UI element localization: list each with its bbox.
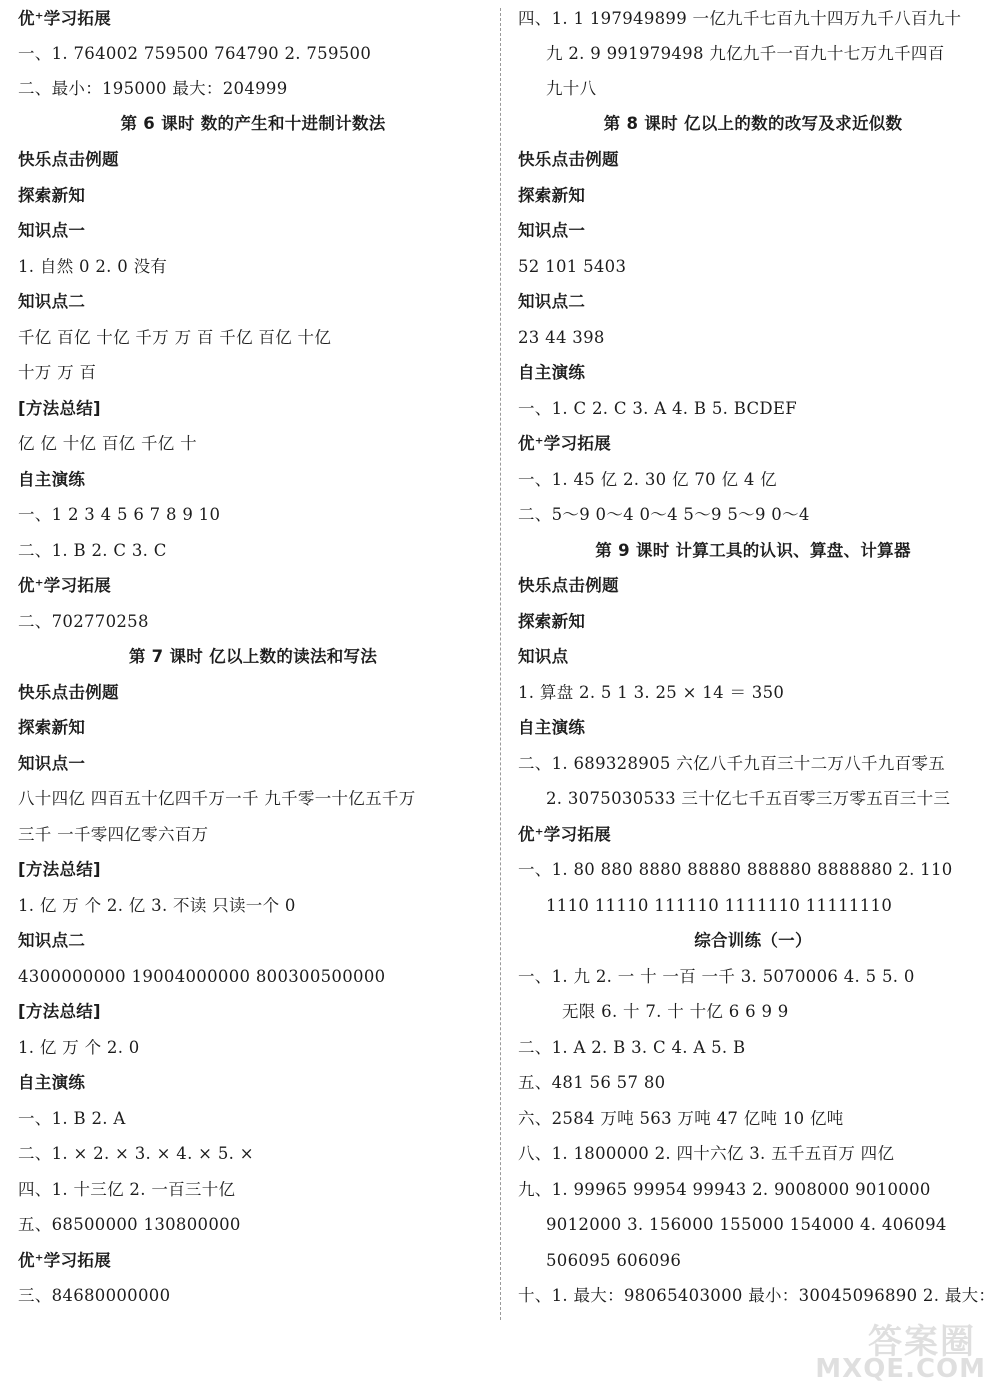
lesson-title: 综合训练（一） xyxy=(694,931,812,950)
section-heading: 知识点一 xyxy=(18,221,86,240)
answer-line: 五、481 56 57 80 xyxy=(518,1073,666,1092)
answer-line: 二、1. 689328905 六亿八千九百三十二万八千九百零五 xyxy=(518,754,946,773)
section-heading: 知识点二 xyxy=(518,292,586,311)
answer-line: 十万 万 百 xyxy=(18,363,97,382)
section-heading: 快乐点击例题 xyxy=(518,150,619,169)
section-heading: 探索新知 xyxy=(518,612,586,631)
lesson-title: 第 9 课时 计算工具的认识、算盘、计算器 xyxy=(595,541,911,560)
section-heading: 快乐点击例题 xyxy=(518,576,619,595)
section-heading: 优⁺学习拓展 xyxy=(518,434,612,453)
answer-line: 一、1. C 2. C 3. A 4. B 5. BCDEF xyxy=(518,399,797,418)
section-heading: [方法总结] xyxy=(18,860,101,879)
answer-line: 三、84680000000 xyxy=(18,1286,171,1305)
section-heading: [方法总结] xyxy=(18,399,101,418)
section-heading: 快乐点击例题 xyxy=(18,150,119,169)
answer-line: 一、1. 80 880 8880 88880 888880 8888880 2. 110 xyxy=(518,860,953,879)
section-heading: 探索新知 xyxy=(18,718,86,737)
section-heading: 知识点二 xyxy=(18,931,86,950)
answer-line: 1. 自然 0 2. 0 没有 xyxy=(18,257,168,276)
section-heading: 自主演练 xyxy=(518,718,586,737)
watermark-text: 答案圈 xyxy=(868,1322,976,1362)
answer-line: 一、1. B 2. A xyxy=(18,1109,126,1128)
answer-line: 1. 亿 万 个 2. 亿 3. 不读 只读一个 0 xyxy=(18,896,296,915)
answer-line: 三千 一千零四亿零六百万 xyxy=(18,825,209,844)
answer-line: 52 101 5403 xyxy=(518,257,627,276)
section-heading: 优⁺学习拓展 xyxy=(18,576,112,595)
answer-line: 亿 亿 十亿 百亿 千亿 十 xyxy=(18,434,197,453)
watermark-url: MXQE.COM xyxy=(815,1354,986,1384)
lesson-title: 第 7 课时 亿以上数的读法和写法 xyxy=(128,647,378,666)
watermark-logo xyxy=(736,1314,986,1384)
answer-line: 二、1. A 2. B 3. C 4. A 5. B xyxy=(518,1038,746,1057)
answer-line: 一、1. 764002 759500 764790 2. 759500 xyxy=(18,44,372,63)
answer-line: 一、1. 九 2. 一 十 一百 一千 3. 5070006 4. 5 5. 0 xyxy=(518,967,915,986)
section-heading: 优⁺学习拓展 xyxy=(18,9,112,28)
section-heading: 自主演练 xyxy=(518,363,586,382)
section-heading: 探索新知 xyxy=(518,186,586,205)
lesson-title: 第 6 课时 数的产生和十进制计数法 xyxy=(120,114,386,133)
answer-line: 八十四亿 四百五十亿四千万一千 九千零一十亿五千万 xyxy=(18,789,416,808)
answer-line: 二、5～9 0～4 0～4 5～9 5～9 0～4 xyxy=(518,505,810,524)
section-heading: 快乐点击例题 xyxy=(18,683,119,702)
answer-line: 九十八 xyxy=(546,79,597,98)
column-divider xyxy=(500,8,501,1320)
answer-line: 九、1. 99965 99954 99943 2. 9008000 9010000 xyxy=(518,1180,931,1199)
answer-line: 九 2. 9 991979498 九亿九千一百九十七万九千四百 xyxy=(546,44,945,63)
answer-line: 八、1. 1800000 2. 四十六亿 3. 五千五百万 四亿 xyxy=(518,1144,895,1163)
section-heading: 优⁺学习拓展 xyxy=(18,1251,112,1270)
answer-line: 9012000 3. 156000 155000 154000 4. 406094 xyxy=(546,1215,947,1234)
answer-line: 二、最小：195000 最大：204999 xyxy=(18,79,288,98)
answer-line: 一、1. 45 亿 2. 30 亿 70 亿 4 亿 xyxy=(518,470,777,489)
answer-line: 五、68500000 130800000 xyxy=(18,1215,241,1234)
answer-line: 二、1. B 2. C 3. C xyxy=(18,541,167,560)
answer-line: 四、1. 1 197949899 一亿九千七百九十四万九千八百九十 xyxy=(518,9,962,28)
section-heading: 知识点一 xyxy=(18,754,86,773)
answer-line: 四、1. 十三亿 2. 一百三十亿 xyxy=(18,1180,236,1199)
section-heading: [方法总结] xyxy=(18,1002,101,1021)
answer-line: 1110 11110 111110 1111110 11111110 xyxy=(546,896,893,915)
answer-line: 二、702770258 xyxy=(18,612,149,631)
answer-line: 1. 亿 万 个 2. 0 xyxy=(18,1038,140,1057)
section-heading: 优⁺学习拓展 xyxy=(518,825,612,844)
answer-line: 十、1. 最大：98065403000 最小：30045096890 2. 最大： xyxy=(518,1286,996,1305)
lesson-title: 第 8 课时 亿以上的数的改写及求近似数 xyxy=(603,114,903,133)
answer-line: 一、1 2 3 4 5 6 7 8 9 10 xyxy=(18,505,221,524)
section-heading: 知识点 xyxy=(518,647,569,666)
answer-line: 1. 算盘 2. 5 1 3. 25 × 14 ＝ 350 xyxy=(518,683,785,702)
answer-line: 506095 606096 xyxy=(546,1251,682,1270)
section-heading: 自主演练 xyxy=(18,470,86,489)
answer-line: 无限 6. 十 7. 十 十亿 6 6 9 9 xyxy=(562,1002,789,1021)
section-heading: 知识点一 xyxy=(518,221,586,240)
section-heading: 自主演练 xyxy=(18,1073,86,1092)
answer-line: 六、2584 万吨 563 万吨 47 亿吨 10 亿吨 xyxy=(518,1109,844,1128)
section-heading: 知识点二 xyxy=(18,292,86,311)
answer-line: 23 44 398 xyxy=(518,328,605,347)
answer-line: 2. 3075030533 三十亿七千五百零三万零五百三十三 xyxy=(546,789,951,808)
answer-line: 二、1. × 2. × 3. × 4. × 5. × xyxy=(18,1144,254,1163)
section-heading: 探索新知 xyxy=(18,186,86,205)
answer-line: 4300000000 19004000000 800300500000 xyxy=(18,967,386,986)
answer-line: 千亿 百亿 十亿 千万 万 百 千亿 百亿 十亿 xyxy=(18,328,332,347)
